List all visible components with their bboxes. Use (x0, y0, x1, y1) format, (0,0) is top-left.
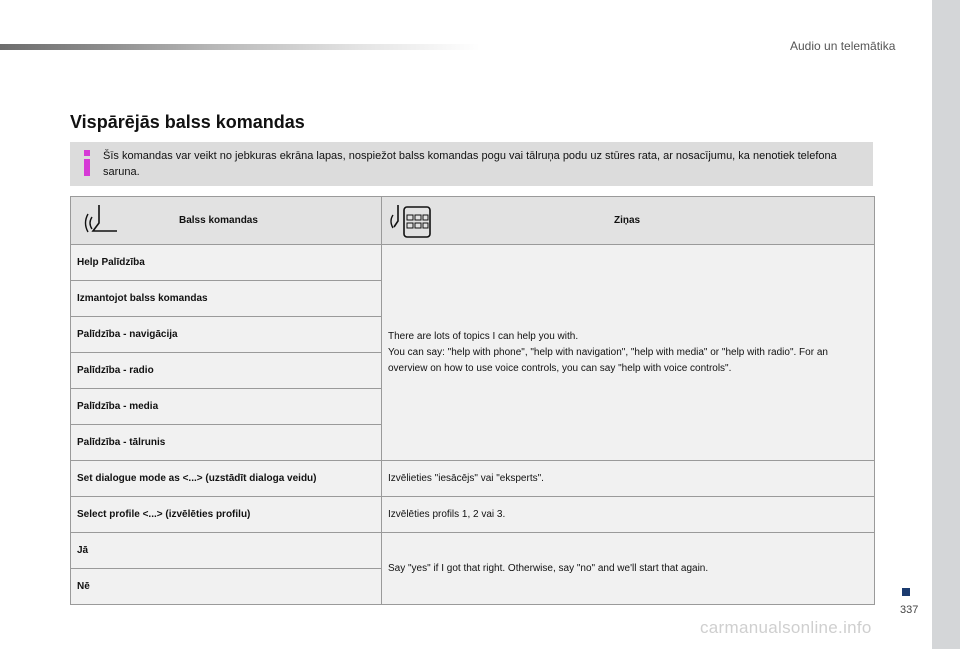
table-row (71, 461, 875, 497)
message-cell: Izvēlieties "iesācējs" vai "eksperts". (382, 461, 875, 497)
header-commands-label: Balss komandas (179, 215, 258, 226)
command-cell: Set dialogue mode as <...> (uzstādīt dialoga veidu) (71, 461, 382, 497)
header-messages (382, 197, 875, 245)
command-cell: Izmantojot balss komandas (71, 281, 382, 317)
info-note-text: Šīs komandas var veikt no jebkuras ekrāna lapas, nospiežot balss komandas pogu vai tālruņa podu uz stūres rata, ar nosacījumu, ka nenotiek telefona saruna. (103, 150, 837, 178)
voice-commands-table (70, 196, 875, 605)
page-marker (902, 588, 910, 596)
command-cell: Jā (71, 533, 382, 569)
voice-command-icon (83, 201, 123, 239)
command-cell: Select profile <...> (izvēlēties profilu) (71, 497, 382, 533)
help-message-line-1: There are lots of topics I can help you with. (388, 330, 579, 342)
watermark: carmanualsonline.info (700, 618, 872, 637)
table-row (71, 245, 875, 281)
section-title: Audio un telemātika (790, 39, 896, 53)
page-number: 337 (900, 604, 919, 616)
command-cell: Nē (71, 569, 382, 605)
help-message-cell (382, 245, 875, 461)
voice-screen-icon (388, 201, 434, 241)
table-row (71, 497, 875, 533)
header-messages-label: Ziņas (614, 215, 641, 226)
message-cell: Izvēlēties profils 1, 2 vai 3. (382, 497, 875, 533)
command-cell: Help Palīdzība (71, 245, 382, 281)
yes-no-message-cell: Say "yes" if I got that right. Otherwise, say "no" and we'll start that again. (382, 533, 875, 605)
table-row (71, 533, 875, 569)
header-gradient-bar (0, 44, 480, 50)
command-cell: Palīdzība - radio (71, 353, 382, 389)
header-commands (71, 197, 382, 245)
table-header-row (71, 197, 875, 245)
command-cell: Palīdzība - navigācija (71, 317, 382, 353)
command-cell: Palīdzība - media (71, 389, 382, 425)
info-icon (82, 150, 92, 176)
right-edge-strip (932, 0, 960, 649)
info-note (70, 142, 873, 186)
page-heading: Vispārējās balss komandas (70, 112, 305, 132)
command-cell: Palīdzība - tālrunis (71, 425, 382, 461)
help-message-line-2: You can say: "help with phone", "help with navigation", "help with media" or "help with radio". For an overview on how to use voice controls, you can say "help with voice controls". (388, 346, 828, 374)
